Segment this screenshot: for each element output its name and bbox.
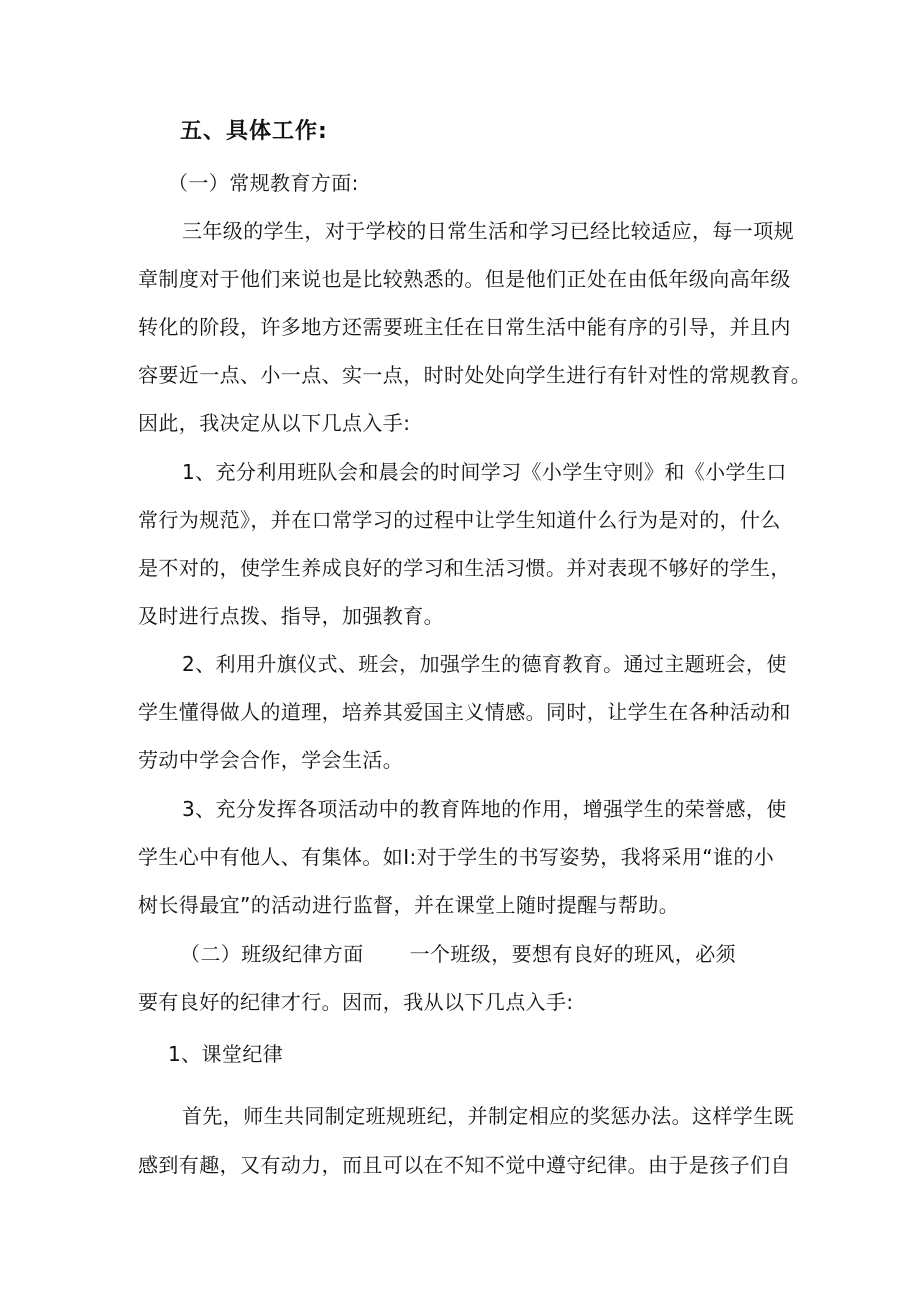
list-item-line: 树长得最宜”的活动进行监督，并在课堂上随时提醒与帮助。 xyxy=(138,893,680,917)
paragraph-line: 三年级的学生，对于学校的日常生活和学习已经比较适应，每一项规 xyxy=(182,219,794,243)
paragraph-line: 因此，我决定从以下几点入手: xyxy=(138,411,411,435)
paragraph-line: 容要近一点、小一点、实一点，时时处处向学生进行有针对性的常规教育。 xyxy=(138,363,812,387)
subsection-title-2 xyxy=(180,940,736,968)
list-item-line: 劳动中学会合作，学会生活。 xyxy=(138,748,404,772)
paragraph-line: 要有良好的纪律才行。因而，我从以下几点入手: xyxy=(138,990,574,1014)
list-item-line: 3、充分发挥各项活动中的教育阵地的作用，增强学生的荣誉感，使 xyxy=(182,797,787,821)
list-item-line: 2、利用升旗仪式、班会，加强学生的德育教育。通过主题班会，使 xyxy=(182,652,787,676)
list-item-line: 1、充分利用班队会和晨会的时间学习《小学生守则》和《小学生口 xyxy=(182,460,787,484)
paragraph-line: 转化的阶段，许多地方还需要班主任在日常生活中能有序的引导，并且内 xyxy=(138,315,791,339)
subsection-title-2-label: （二）班级纪律方面 xyxy=(180,942,364,966)
list-item-line: 常行为规范》，并在口常学习的过程中让学生知道什么行为是对的，什么 xyxy=(138,508,781,532)
paragraph-line: 首先，师生共同制定班规班纪，并制定相应的奖惩办法。这样学生既 xyxy=(182,1104,794,1128)
paragraph-line: 感到有趣，又有动力，而且可以在不知不觉中遵守纪律。由于是孩子们自 xyxy=(138,1153,791,1177)
sub-heading: 1、课堂纪律 xyxy=(168,1042,284,1066)
subsection-title-1: （一）常规教育方面: xyxy=(168,171,359,195)
list-item-line: 学生懂得做人的道理，培养其爱国主义情感。同时，让学生在各种活动和 xyxy=(138,700,791,724)
section-heading: 五、具体工作: xyxy=(180,119,328,144)
list-item-line: 学生心中有他人、有集体。如Ⅰ:对于学生的书写姿势，我将采用“谁的小 xyxy=(138,845,775,869)
paragraph-line: 章制度对于他们来说也是比较熟悉的。但是他们正处在由低年级向高年级 xyxy=(138,267,791,291)
list-item-line: 是不对的，使学生养成良好的学习和生活习惯。并对表现不够好的学生， xyxy=(138,556,791,580)
list-item-line: 及时进行点拨、指导，加强教育。 xyxy=(138,604,444,628)
subsection-title-2-text: 一个班级，要想有良好的班风，必须 xyxy=(409,942,737,966)
